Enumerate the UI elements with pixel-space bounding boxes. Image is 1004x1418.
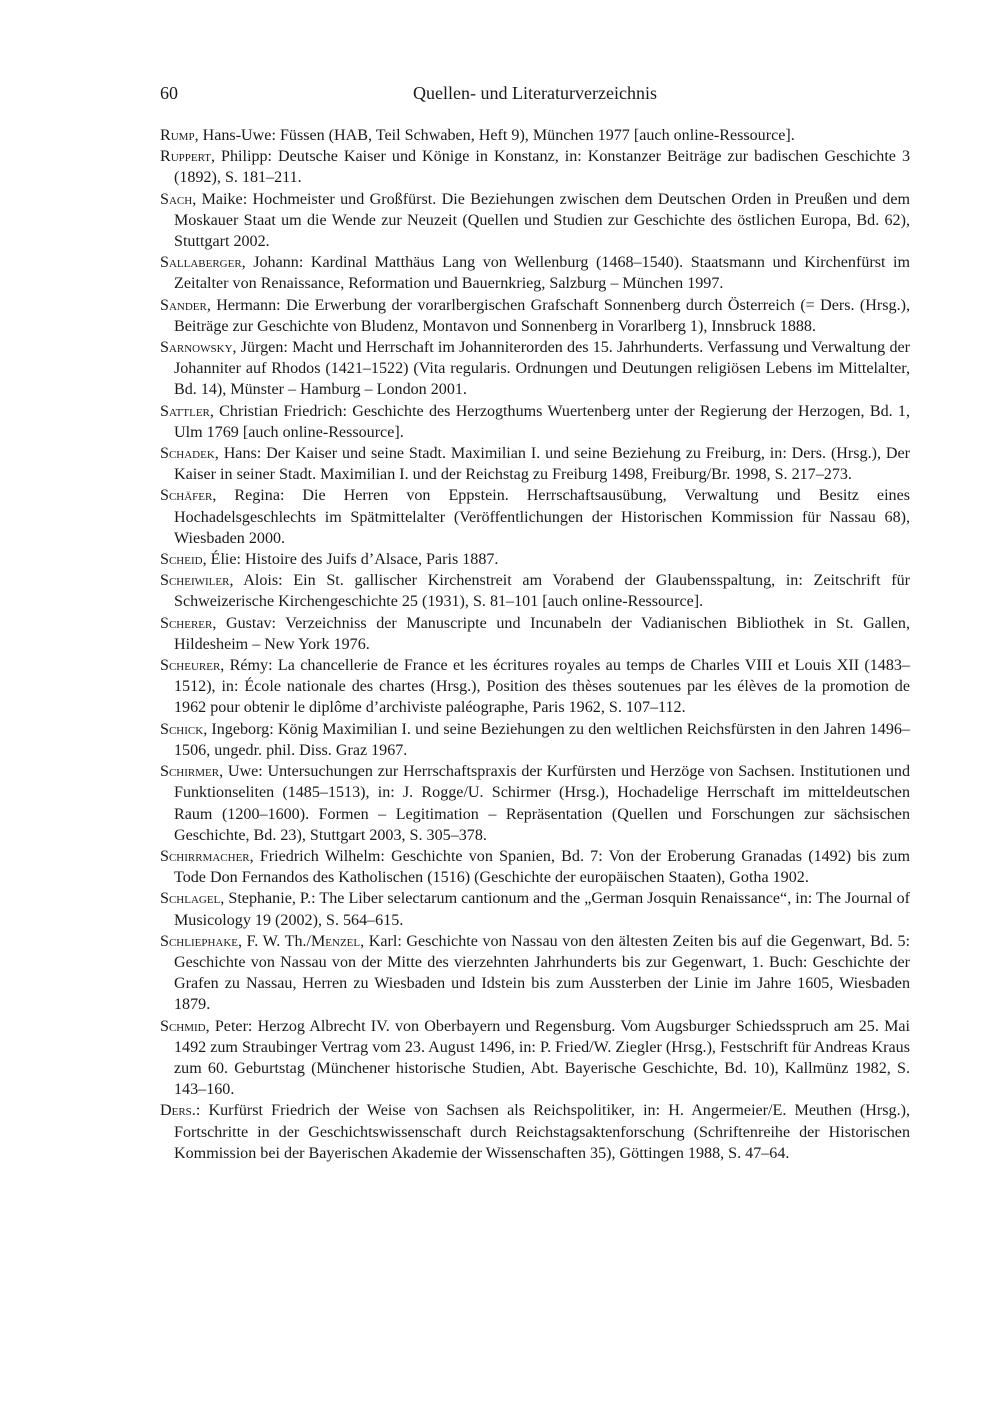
bibliography-entry: [160, 125, 910, 146]
entry-author: Sach: [160, 190, 193, 208]
entry-author: Schick: [160, 720, 204, 738]
bibliography-entry: [160, 1100, 910, 1164]
entry-text: , Uwe: Untersuchungen zur Herrschaftspraxis der Kurfürsten und Herzöge von Sachsen. Institutionen und Funktionseliten (1485–1513), in: J. Rogge/U. Schirmer (Hrsg.), Hochadelige Herrschaft im mitteldeutschen Raum (1200–1600). Formen – Legitimation – Repräsentation (Quellen und Forschungen zur sächsischen Geschichte, Bd. 23), Stuttgart 2003, S. 305–378.: [174, 763, 910, 844]
bibliography-entry: [160, 252, 910, 294]
bibliography-entry: [160, 613, 910, 655]
entry-author: Sattler: [160, 402, 210, 420]
entry-text: , Philipp: Deutsche Kaiser und Könige in Konstanz, in: Konstanzer Beiträge zur badischen Geschichte 3 (1892), S. 181–211.: [174, 148, 910, 187]
entry-author: Rump: [160, 127, 195, 144]
bibliography-entry: [160, 337, 910, 401]
entry-text: , Stephanie, P.: The Liber selectarum cantionum and the „German Josquin Renaissance“, in: The Journal of Musicology 19 (2002), S. 564–615.: [174, 890, 910, 929]
entry-author: Sarnowsky: [160, 339, 233, 357]
entry-text: , Élie: Histoire des Juifs d’Alsace, Paris 1887.: [202, 551, 499, 569]
entry-author: Schadek: [160, 445, 215, 463]
entry-author: Sallaberger: [160, 254, 242, 272]
entry-coauthor: Menzel: [310, 932, 361, 950]
entry-text: , Peter: Herzog Albrecht IV. von Oberbayern und Regensburg. Vom Augsburger Schiedsspruch am 25. Mai 1492 zum Straubinger Vertrag vom 23. August 1496, in: P. Fried/W. Ziegler (Hrsg.), Festschrift für Andreas Kraus zum 60. Geburtstag (Münchener historische Studien, Abt. Bayerische Geschichte, Bd. 10), Kallmünz 1982, S. 143–160.: [174, 1017, 910, 1099]
entry-text: , Christian Friedrich: Geschichte des Herzogthums Wuertenberg unter der Regierung der Herzogen, Bd. 1, Ulm 1769 [auch online-Ressource].: [174, 402, 910, 441]
entry-text: , Alois: Ein St. gallischer Kirchenstreit am Vorabend der Glaubensspaltung, in: Zeitschrift für Schweizerische Kirchengeschichte 25 (1931), S. 81–101 [auch online-Ressource].: [174, 572, 910, 611]
bibliography-entry: [160, 549, 910, 570]
entry-text: , Jürgen: Macht und Herrschaft im Johanniterorden des 15. Jahrhunderts. Verfassung und Verwaltung der Johanniter auf Rhodos (1421–1522) (Vita regularis. Ordnungen und Deutungen religiösen Lebens im Mittelalter, Bd. 14), Münster – Hamburg – London 2001.: [174, 339, 910, 399]
entry-text: : Kurfürst Friedrich der Weise von Sachsen als Reichspolitiker, in: H. Angermeier/E. Meuthen (Hrsg.), Fortschritte in der Geschichtswissenschaft durch Reichstagsaktenforschung (Schriftenreihe der Historischen Kommission bei der Bayerischen Akademie der Wissenschaften 35), Göttingen 1988, S. 47–64.: [174, 1102, 910, 1162]
bibliography-entry: [160, 931, 910, 1016]
bibliography-entry: [160, 401, 910, 443]
bibliography-entry: [160, 655, 910, 719]
bibliography-entry: [160, 570, 910, 612]
running-title: Quellen- und Literaturverzeichnis: [413, 83, 657, 103]
bibliography-entry: [160, 295, 910, 337]
bibliography-entry: [160, 1016, 910, 1101]
entry-author: Scherer: [160, 614, 213, 632]
entry-text: , Maike: Hochmeister und Großfürst. Die Beziehungen zwischen dem Deutschen Orden in Preußen und dem Moskauer Staat um die Wende zur Neuzeit (Quellen und Studien zur Geschichte des östlichen Europa, Bd. 62), Stuttgart 2002.: [174, 190, 910, 251]
bibliography-entry: [160, 189, 910, 253]
bibliography-entry: [160, 888, 910, 930]
entry-text: , Hans: Der Kaiser und seine Stadt. Maximilian I. und seine Beziehung zu Freiburg, in: Ders. (Hrsg.), Der Kaiser in seiner Stadt. Maximilian I. und der Reichstag zu Freiburg 1498, Freiburg/Br. 1998, S. 217–273.: [174, 445, 910, 484]
bibliography-entry: [160, 719, 910, 761]
entry-text: , Karl: Geschichte von Nassau von den ältesten Zeiten bis auf die Gegenwart, Bd. 5: Geschichte von Nassau von der Mitte des vierzehnten Jahrhunderts bis zur Gegenwart, 1. Buch: Geschichte der Grafen zu Nassau, Herren zu Wiesbaden und Idstein bis zum Aussterben der Linie im Jahre 1605, Wiesbaden 1879.: [174, 932, 910, 1014]
page-number: 60: [160, 83, 178, 103]
entry-text: , Hermann: Die Erwerbung der vorarlbergischen Grafschaft Sonnenberg durch Österreich (= Ders. (Hrsg.), Beiträge zur Geschichte von Bludenz, Montavon und Sonnenberg in Vorarlberg 1), Innsbruck 1888.: [174, 296, 910, 335]
bibliography-list: [160, 125, 910, 1164]
bibliography-entry: [160, 485, 910, 549]
entry-text: , Johann: Kardinal Matthäus Lang von Wellenburg (1468–1540). Staatsmann und Kirchenfürst im Zeitalter von Renaissance, Reformation und Bauernkrieg, Salzburg – München 1997.: [174, 254, 910, 293]
entry-author: Schmid: [160, 1017, 206, 1035]
page-header: [160, 80, 910, 106]
entry-author: Scheiwiler: [160, 572, 230, 590]
entry-author: Ruppert: [160, 148, 212, 166]
entry-author: Schäfer: [160, 487, 213, 505]
entry-author: Scheid: [160, 551, 203, 569]
bibliography-entry: [160, 443, 910, 485]
entry-text: , Friedrich Wilhelm: Geschichte von Spanien, Bd. 7: Von der Eroberung Granadas (1492) bis zum Tode Don Fernandos des Katholischen (1516) (Geschichte der europäischen Staaten), Gotha 1902.: [174, 847, 910, 887]
entry-text: , Gustav: Verzeichniss der Manuscripte und Incunabeln der Vadianischen Bibliothek in St. Gallen, Hildesheim – New York 1976.: [174, 614, 910, 653]
entry-text: , Ingeborg: König Maximilian I. und seine Beziehungen zu den weltlichen Reichsfürsten in den Jahren 1496–1506, ungedr. phil. Diss. Graz 1967.: [174, 720, 910, 759]
entry-text: , F. W. Th./: [238, 932, 311, 950]
entry-author: Schlagel: [160, 890, 221, 908]
entry-text: , Regina: Die Herren von Eppstein. Herrschaftsausübung, Verwaltung und Besitz eines Hochadelsgeschlechts im Spätmittelalter (Veröffentlichungen der Historischen Kommission für Nassau 68), Wiesbaden 2000.: [174, 487, 910, 547]
entry-author: Scheurer: [160, 657, 221, 675]
entry-author: Sander: [160, 296, 207, 314]
bibliography-entry: [160, 846, 910, 888]
bibliography-entry: [160, 761, 910, 846]
entry-author: Ders.: [160, 1102, 196, 1120]
entry-author: Schliephake: [160, 932, 239, 950]
bibliography-entry: [160, 146, 910, 188]
entry-author: Schirmer: [160, 763, 220, 781]
entry-text: , Rémy: La chancellerie de France et les écritures royales au temps de Charles VIII et Louis XII (1483–1512), in: École nationale des chartes (Hrsg.), Position des thèses soutenues par les élèves de la promotion de 1962 pour obtenir le diplôme d’archiviste paléographe, Paris 1962, S. 107–112.: [174, 657, 910, 717]
entry-text: , Hans-Uwe: Füssen (HAB, Teil Schwaben, Heft 9), München 1977 [auch online-Ressource].: [194, 127, 795, 144]
entry-author: Schirrmacher: [160, 847, 250, 865]
